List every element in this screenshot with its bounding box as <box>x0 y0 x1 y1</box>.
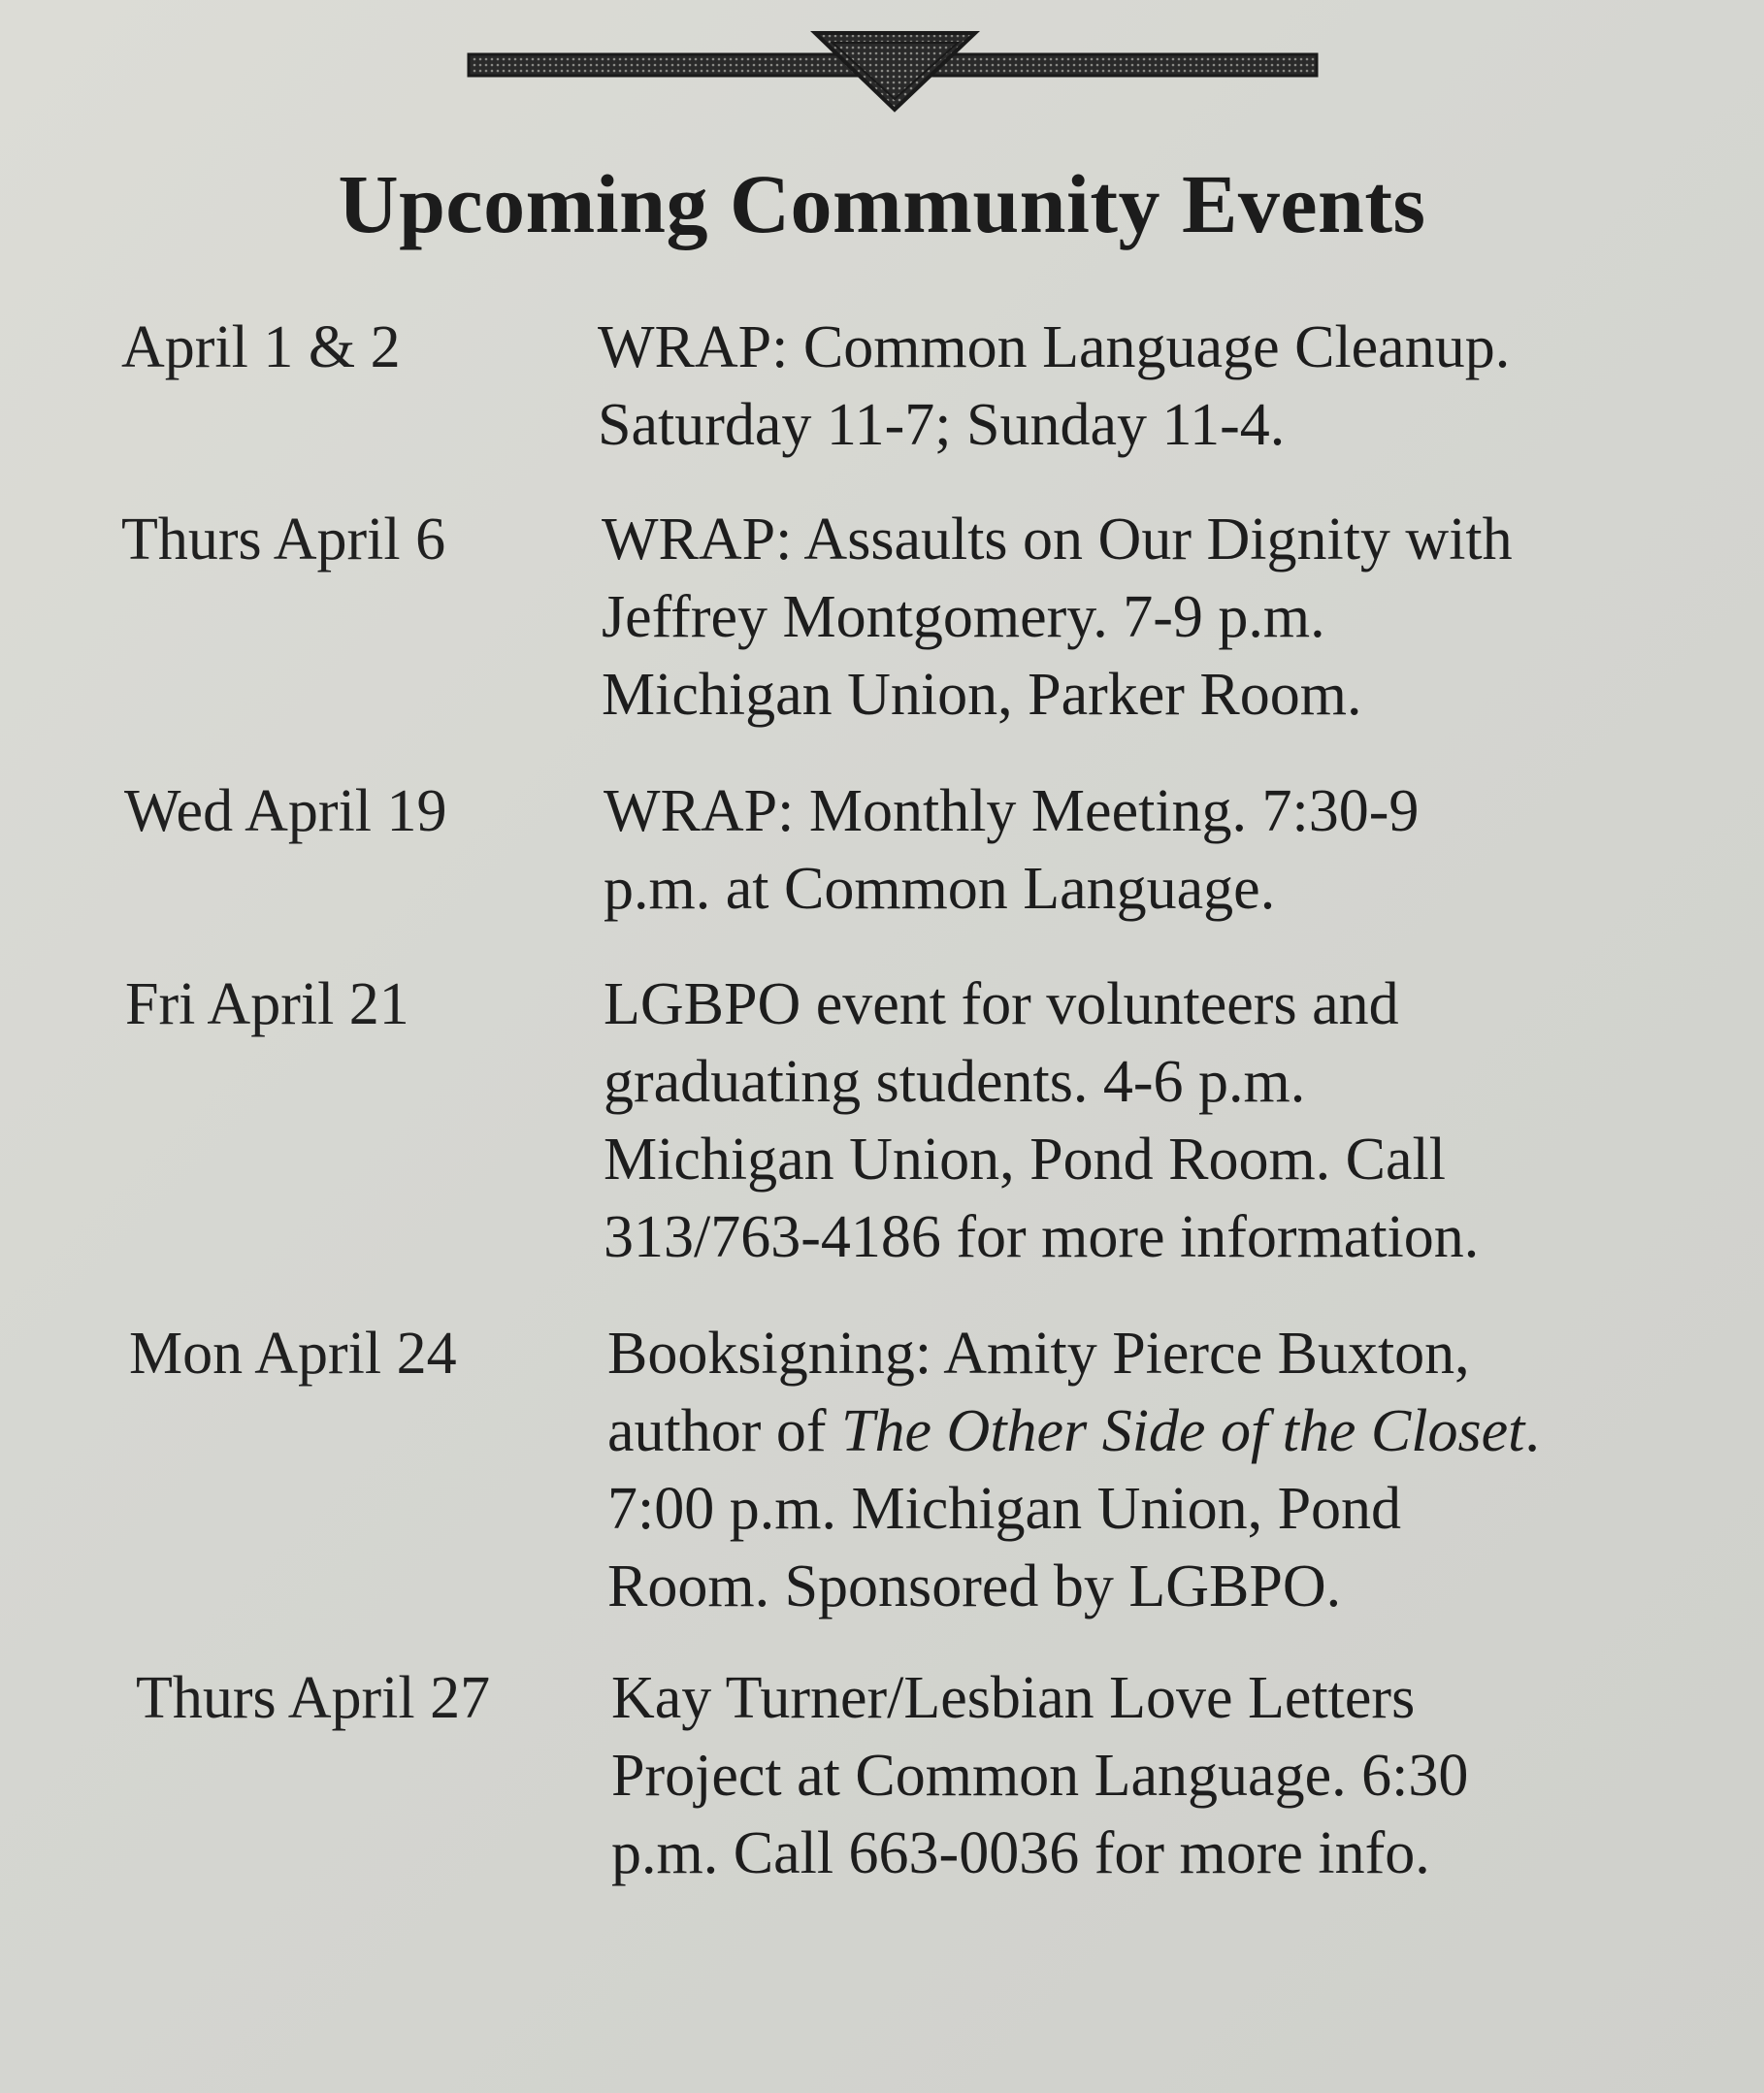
event-description <box>602 501 1688 734</box>
event-description-line: LGBPO event for volunteers and <box>604 971 1399 1037</box>
event-description-line <box>607 1392 1694 1470</box>
book-title: The Other Side of the Closet <box>841 1398 1525 1464</box>
event-date: Fri April 21 <box>125 971 409 1037</box>
event-description <box>607 1315 1694 1625</box>
event-date: April 1 & 2 <box>121 314 401 380</box>
event-description-line: Booksigning: Amity Pierce Buxton, <box>607 1321 1470 1387</box>
event-description-line: p.m. Call 663-0036 for more info. <box>611 1820 1430 1886</box>
event-description-line: 7:00 p.m. Michigan Union, Pond <box>607 1476 1402 1542</box>
event-description-line: WRAP: Common Language Cleanup. <box>598 314 1511 380</box>
event-description-line: Michigan Union, Pond Room. Call <box>604 1127 1446 1193</box>
author-of-text: author of <box>607 1398 842 1464</box>
event-description-line: Saturday 11-7; Sunday 11-4. <box>598 392 1286 458</box>
event-description-line: graduating students. 4-6 p.m. <box>604 1049 1306 1115</box>
event-date: Wed April 19 <box>124 778 447 844</box>
event-description-line: Jeffrey Montgomery. 7-9 p.m. <box>602 584 1325 650</box>
book-title-period: . <box>1524 1398 1540 1464</box>
event-date: Mon April 24 <box>129 1321 457 1387</box>
event-description-line: Michigan Union, Parker Room. <box>602 662 1362 728</box>
event-description-line: Kay Turner/Lesbian Love Letters <box>611 1665 1416 1731</box>
event-description-line: WRAP: Assaults on Our Dignity with <box>602 507 1513 572</box>
event-description-line: WRAP: Monthly Meeting. 7:30-9 <box>604 778 1420 844</box>
page-title: Upcoming Community Events <box>338 157 1426 250</box>
event-description-line: Project at Common Language. 6:30 <box>611 1743 1469 1809</box>
event-description <box>598 309 1684 464</box>
event-description <box>604 772 1690 928</box>
event-description <box>611 1659 1698 1892</box>
event-description-line: 313/763-4186 for more information. <box>604 1204 1480 1270</box>
event-description-line: Room. Sponsored by LGBPO. <box>607 1553 1342 1619</box>
event-description-line: p.m. at Common Language. <box>604 856 1276 922</box>
event-description <box>604 965 1690 1276</box>
event-date: Thurs April 27 <box>136 1665 491 1731</box>
event-date: Thurs April 6 <box>121 507 446 572</box>
